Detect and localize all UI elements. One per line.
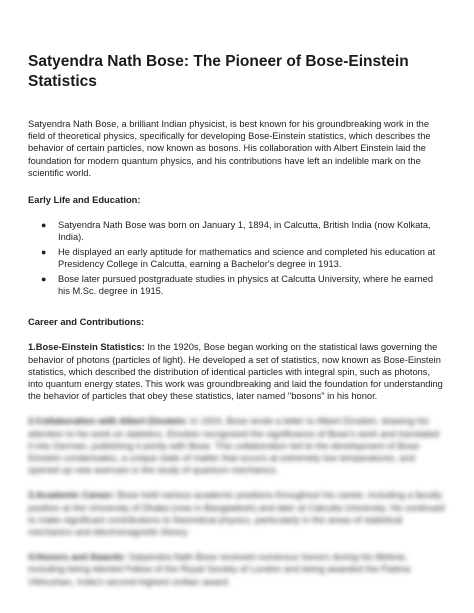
list-item-text: He displayed an early aptitude for mathematics and science and completed his education at Presidency College in Calcutta, earning a Bachelor's degree in 1913. (58, 247, 436, 270)
career-item-collaboration (28, 415, 446, 476)
career-item-lead: 4.Honors and Awards: (28, 552, 127, 563)
career-item-lead: 3.Academic Career: (28, 490, 115, 501)
career-item-text: Bose held various academic positions throughout his career, including a faculty position at the University of Dhaka (now in Bangladesh) and later at Calcutta University. He continued to make significant contributions to theoretical physics, particularly in the areas of statistical mechanics and electromagnetic theory. (28, 490, 445, 538)
career-item-text: Satyendra Nath Bose received numerous honors during his lifetime, including being elected Fellow of the Royal Society of London and being awarded the Padma Vibhushan, India's second-highest civilian award. (28, 552, 411, 587)
list-item (28, 219, 446, 243)
intro-paragraph: Satyendra Nath Bose, a brilliant Indian physicist, is best known for his groundbreaking work in the field of theoretical physics, specifically for developing Bose-Einstein statistics, which describes the behavior of certain particles, now known as bosons. His collaboration with Albert Einstein laid the foundation for modern quantum physics, and his contributions have left an indelible mark on the scientific world. (28, 119, 431, 178)
list-item (28, 273, 446, 297)
document-title: Satyendra Nath Bose: The Pioneer of Bose-Einstein Statistics (28, 53, 409, 90)
list-item (28, 246, 446, 270)
early-life-list (28, 219, 446, 297)
career-item-honors (28, 551, 446, 588)
career-item-academic-career (28, 489, 446, 538)
early-life-heading: Early Life and Education: (28, 194, 141, 206)
career-heading: Career and Contributions: (28, 316, 145, 328)
career-item-text: In 1924, Bose wrote a letter to Albert Einstein, drawing his attention to his work on statistics. Einstein recognized the significance of Bose's work and translated it into German, publishing it jointly with Bose. This collaboration led to the development of Bose-Einstein condensates, a unique state of matter that occurs at extremely low temperatures, and opened up new avenues in the study of quantum mechanics. (28, 416, 440, 476)
bullet-icon: ● (41, 220, 47, 231)
list-item-text: Satyendra Nath Bose was born on January 1, 1894, in Calcutta, British India (now Kolkata, India). (58, 220, 431, 243)
career-item-lead: 2.Collaboration with Albert Einstein: (28, 416, 188, 427)
career-item-text: In the 1920s, Bose began working on the statistical laws governing the behavior of photons (particles of light). He developed a set of statistics, now known as Bose-Einstein statistics, which described the distribution of identical particles with integral spin, such as photons, into quantum energy states. This work was groundbreaking and laid the foundation for understanding the behavior of particles that obey these statistics, later named "bosons" in his honor. (28, 342, 443, 402)
bullet-icon: ● (41, 274, 47, 285)
list-item-text: Bose later pursued postgraduate studies in physics at Calcutta University, where he earned his M.Sc. degree in 1915. (58, 274, 434, 297)
document-page (28, 52, 446, 588)
career-item-lead: 1.Bose-Einstein Statistics: (28, 342, 145, 353)
bullet-icon: ● (41, 247, 47, 258)
career-item-bose-einstein-statistics (28, 341, 446, 402)
